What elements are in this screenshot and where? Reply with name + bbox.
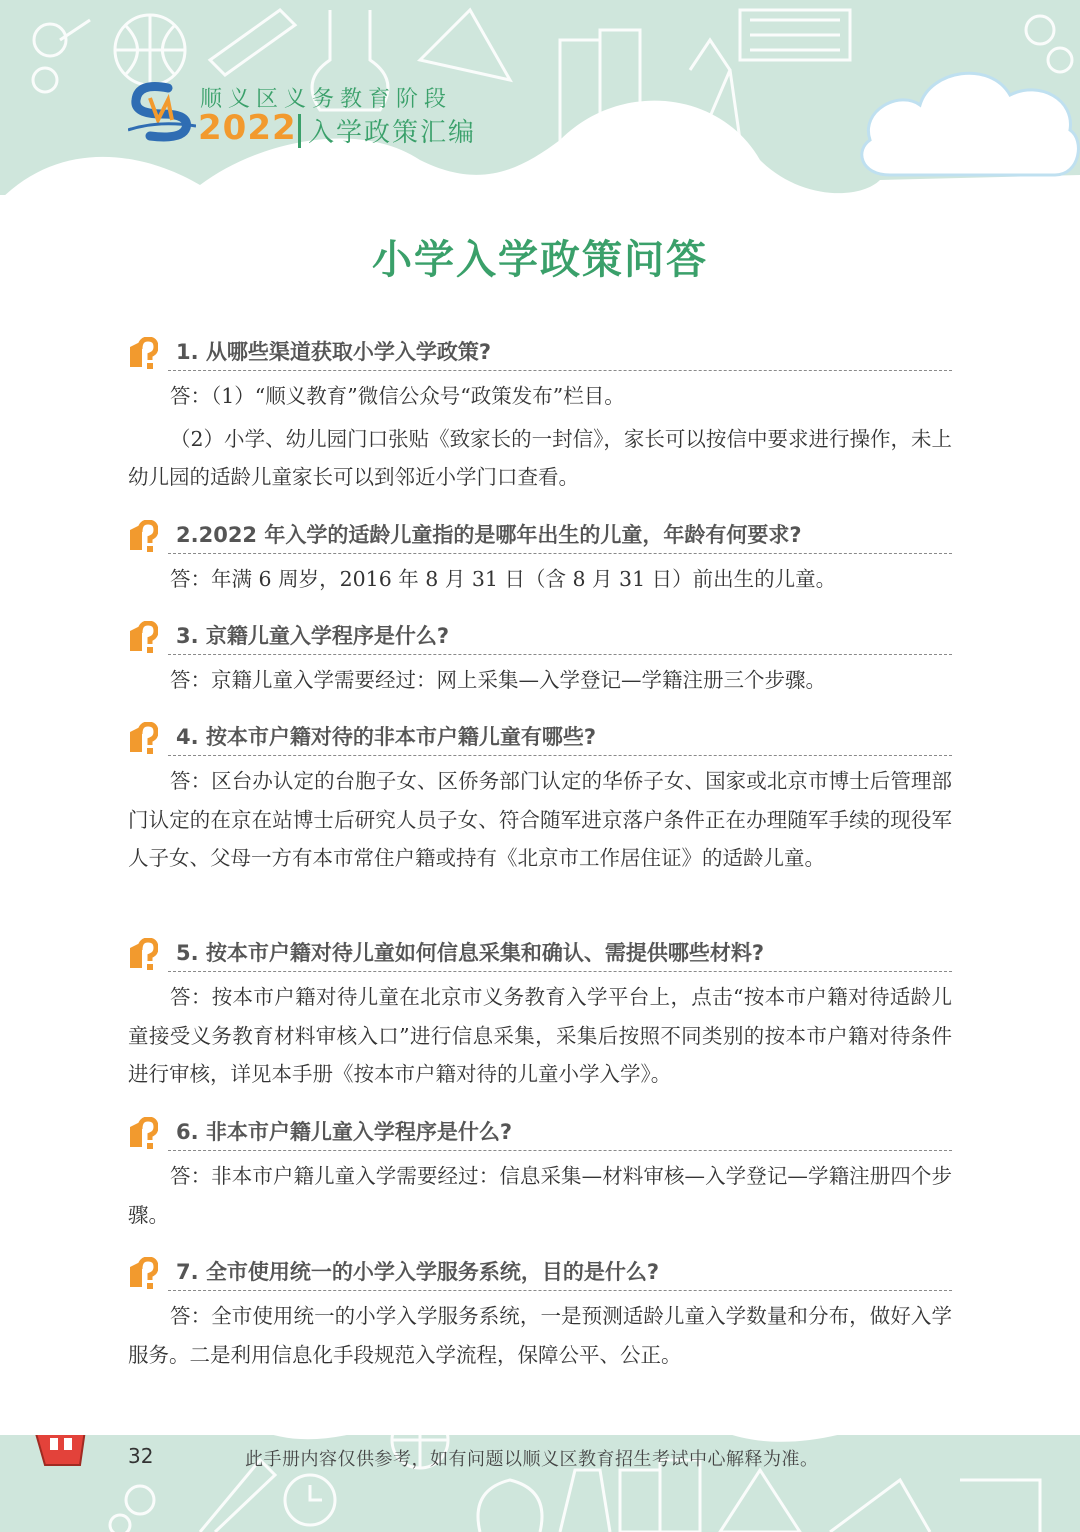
qa-item-7 [128,1253,952,1374]
question-row [128,934,952,974]
answer-text: 答：（1）“顺义教育”微信公众号“政策发布”栏目。 [170,384,625,408]
dashed-divider [168,370,952,371]
answer-text: （2）小学、幼儿园门口张贴《致家长的一封信》，家长可以按信中要求进行操作，未上幼儿园的适龄儿童家长可以到邻近小学门口查看。 [128,426,952,489]
header-divider [298,114,301,148]
dashed-divider [168,971,952,972]
question-mark-icon [128,621,158,655]
qa-item-2 [128,516,952,599]
dashed-divider [168,1290,952,1291]
question-row [128,1113,952,1153]
question-text: 5. 按本市户籍对待儿童如何信息采集和确认、需提供哪些材料? [176,941,765,965]
answer-text: 答：按本市户籍对待儿童在北京市义务教育入学平台上，点击“按本市户籍对待适龄儿童接受义务教育材料审核入口”进行信息采集，采集后按照不同类别的按本市户籍对待条件进行审核，详见本手册《按本市户籍对待的儿童小学入学》。 [128,985,952,1086]
answer-text: 答：年满 6 周岁，2016 年 8 月 31 日（含 8 月 31 日）前出生的儿童。 [170,567,837,591]
question-text: 7. 全市使用统一的小学入学服务系统，目的是什么? [176,1260,660,1284]
question-text: 2.2022 年入学的适龄儿童指的是哪年出生的儿童，年龄有何要求? [176,523,802,547]
logo-icon [128,80,196,142]
dashed-divider [168,1150,952,1151]
question-mark-icon [128,337,158,371]
page-title: 小学入学政策问答 [372,237,708,283]
question-row [128,718,952,758]
question-text: 1. 从哪些渠道获取小学入学政策? [176,340,492,364]
question-row [128,516,952,556]
question-text: 6. 非本市户籍儿童入学程序是什么? [176,1120,513,1144]
dashed-divider [168,553,952,554]
footer-note: 此手册内容仅供参考，如有问题以顺义区教育招生考试中心解释为准。 [245,1449,819,1470]
question-text: 3. 京籍儿童入学程序是什么? [176,624,450,648]
dashed-divider [168,755,952,756]
header-title: 入学政策汇编 [308,118,477,148]
header-year: 2022 [198,108,297,148]
question-row [128,617,952,657]
dashed-divider [168,654,952,655]
question-text: 4. 按本市户籍对待的非本市户籍儿童有哪些? [176,725,597,749]
question-mark-icon [128,938,158,972]
question-mark-icon [128,1257,158,1291]
answer-text: 答：区台办认定的台胞子女、区侨务部门认定的华侨子女、国家或北京市博士后管理部门认定的在京在站博士后研究人员子女、符合随军进京落户条件正在办理随军手续的现役军人子女、父母一方有本市常住户籍或持有《北京市工作居住证》的适龄儿童。 [128,769,952,870]
qa-item-6 [128,1113,952,1234]
qa-item-1 [128,333,952,497]
cloud-icon [862,73,1079,175]
question-mark-icon [128,520,158,554]
qa-item-3 [128,617,952,700]
answer-text: 答：京籍儿童入学需要经过：网上采集—入学登记—学籍注册三个步骤。 [170,668,826,692]
qa-item-4 [128,718,952,878]
header-subtitle: 顺义区义务教育阶段 [200,87,453,112]
question-row [128,1253,952,1293]
qa-item-5 [128,934,952,1094]
answer-text: 答：非本市户籍儿童入学需要经过：信息采集—材料审核—入学登记—学籍注册四个步骤。 [128,1164,952,1227]
question-row [128,333,952,373]
answer-text: 答：全市使用统一的小学入学服务系统，一是预测适龄儿童入学数量和分布，做好入学服务。二是利用信息化手段规范入学流程，保障公平、公正。 [128,1304,952,1367]
page-number: 32 [128,1444,154,1468]
question-mark-icon [128,1117,158,1151]
question-mark-icon [128,722,158,756]
